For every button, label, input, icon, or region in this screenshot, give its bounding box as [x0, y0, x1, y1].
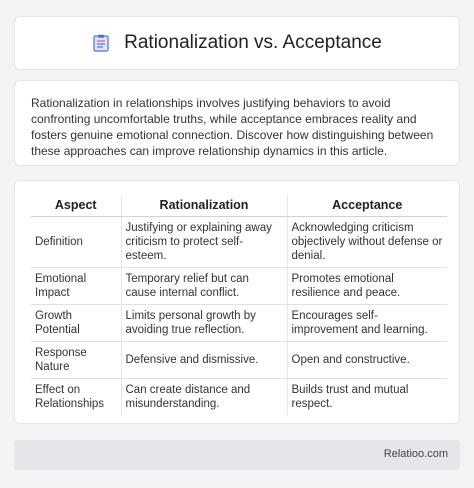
rationalization-cell: Can create distance and misunderstanding.	[121, 379, 287, 416]
table-header-row	[31, 195, 447, 217]
clipboard-icon	[92, 34, 110, 52]
aspect-cell: Emotional Impact	[31, 268, 121, 305]
header-aspect: Aspect	[31, 195, 121, 217]
table-row	[31, 342, 447, 379]
header-card	[14, 16, 460, 70]
aspect-cell: Response Nature	[31, 342, 121, 379]
rationalization-cell: Temporary relief but can cause internal conflict.	[121, 268, 287, 305]
footer-bar	[14, 440, 460, 470]
table-row	[31, 268, 447, 305]
rationalization-cell: Justifying or explaining away criticism to protect self-esteem.	[121, 217, 287, 268]
comparison-table-card	[14, 180, 460, 424]
table-row	[31, 217, 447, 268]
aspect-cell: Effect on Relationships	[35, 384, 105, 410]
acceptance-cell: Acknowledging criticism objectively without defense or denial.	[287, 217, 447, 268]
intro-text: Rationalization in relationships involves justifying behaviors to avoid confronting uncomfortable truths, while acceptance embraces reality and fosters genuine emotional connection. Discover how distinguishing between these approaches can improve relationship dynamics in this article.	[31, 96, 434, 158]
header-acceptance: Acceptance	[287, 195, 447, 217]
acceptance-cell: Builds trust and mutual respect.	[287, 379, 447, 416]
aspect-cell: Growth Potential	[31, 305, 121, 342]
table-row	[31, 379, 447, 416]
page-title: Rationalization vs. Acceptance	[124, 32, 382, 53]
footer-brand[interactable]: Relatioo.com	[383, 448, 448, 460]
acceptance-cell: Open and constructive.	[287, 342, 447, 379]
rationalization-cell: Limits personal growth by avoiding true reflection.	[121, 305, 287, 342]
table-row	[31, 305, 447, 342]
intro-card	[14, 80, 460, 166]
acceptance-cell: Encourages self-improvement and learning.	[287, 305, 447, 342]
header-rationalization: Rationalization	[121, 195, 287, 217]
rationalization-cell: Defensive and dismissive.	[121, 342, 287, 379]
acceptance-cell: Promotes emotional resilience and peace.	[287, 268, 447, 305]
comparison-table	[31, 195, 447, 415]
aspect-cell: Definition	[31, 217, 121, 268]
